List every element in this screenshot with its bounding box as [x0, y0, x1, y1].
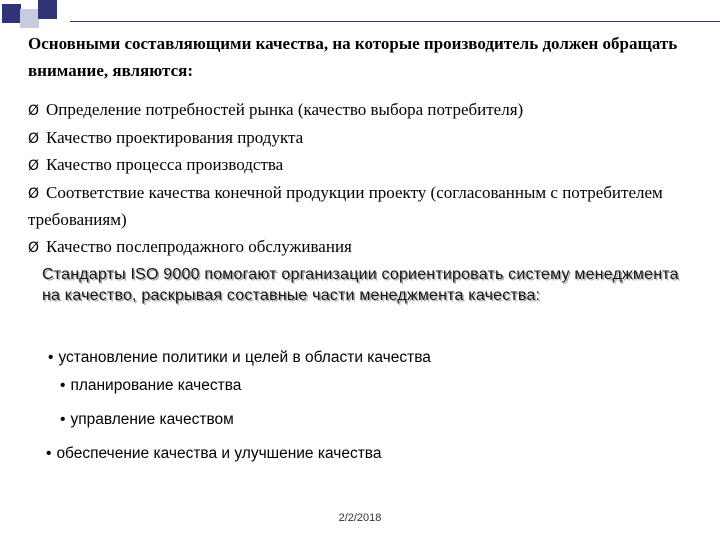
- iso-standards-paragraph: Стандарты ISO 9000 помогают организации сориентировать систему менеджмента на качество, раскрывая составные части менеджмента качества:: [42, 266, 679, 304]
- deco-square-dark: [2, 4, 21, 23]
- requirement-item: [28, 234, 698, 262]
- arrow-bullet-icon: Ø: [28, 185, 40, 202]
- arrow-bullet-icon: Ø: [28, 239, 40, 256]
- requirement-text: Качество процесса производства: [46, 155, 284, 175]
- requirement-text: Соответствие качества конечной продукции проекту (согласованным с потребителем требованиям): [28, 182, 663, 230]
- slide-date: 2/2/2018: [338, 512, 382, 524]
- dot-bullet-icon: •: [60, 411, 66, 428]
- iso-component-text: управление качеством: [70, 411, 234, 428]
- dot-bullet-icon: •: [48, 349, 54, 366]
- deco-square-light: [20, 9, 39, 28]
- deco-square-dark: [38, 0, 57, 19]
- iso-component-text: обеспечение качества и улучшение качества: [56, 445, 382, 462]
- requirement-text: Определение потребностей рынка (качество выбора потребителя): [46, 100, 524, 119]
- deco-rule: [70, 21, 720, 22]
- requirement-item: [28, 152, 698, 180]
- requirements-list: [28, 97, 698, 262]
- iso-component-text: планирование качества: [70, 377, 242, 394]
- requirement-item: [28, 180, 698, 234]
- iso-component-item: [48, 348, 431, 368]
- title-decoration: [0, 0, 720, 30]
- requirement-text: Качество проектирования продукта: [46, 127, 304, 147]
- iso-component-item: [60, 410, 234, 430]
- requirement-text: Качество послепродажного обслуживания: [46, 236, 352, 256]
- arrow-bullet-icon: Ø: [28, 130, 40, 147]
- dot-bullet-icon: •: [60, 377, 66, 394]
- iso-component-item: [46, 444, 381, 464]
- requirement-item: [28, 125, 698, 153]
- requirement-item: [28, 97, 698, 125]
- iso-component-item: [60, 376, 241, 396]
- slide-heading: Основными составляющими качества, на которые производитель должен обращать внимание, являются:: [28, 34, 678, 80]
- iso-component-text: установление политики и целей в области качества: [58, 349, 431, 366]
- arrow-bullet-icon: Ø: [28, 158, 40, 175]
- arrow-bullet-icon: Ø: [28, 103, 40, 119]
- dot-bullet-icon: •: [46, 445, 52, 462]
